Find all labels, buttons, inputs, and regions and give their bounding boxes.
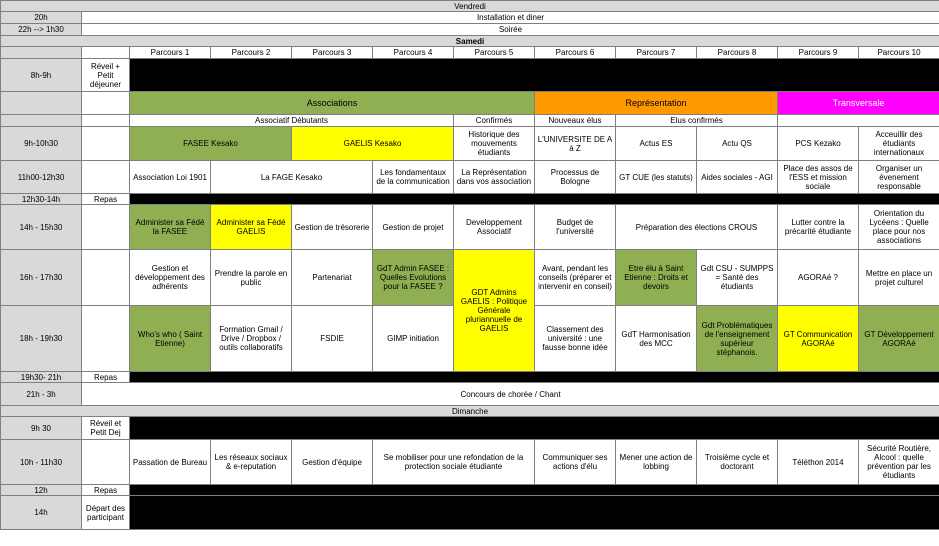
session-cell: Lutter contre la précarité étudiante [778, 205, 859, 250]
empty-cell [82, 161, 130, 194]
session-cell: Historique des mouvements étudiants [454, 127, 535, 161]
empty-cell [778, 115, 939, 127]
session-cell: Who's who ( Saint Etienne) [130, 306, 211, 372]
blocked-slot [130, 194, 939, 205]
session-cell: Actus ES [616, 127, 697, 161]
breakfast-cell: Réveil + Petit déjeuner [82, 59, 130, 92]
session-cell: Classement des université : une fausse bonne idée [535, 306, 616, 372]
day-header-sunday: Dimanche [1, 406, 939, 417]
session-cell: Association Loi 1901 [130, 161, 211, 194]
time-cell: 14h - 15h30 [1, 205, 82, 250]
session-cell: Developpement Associatif [454, 205, 535, 250]
time-cell: 11h00-12h30 [1, 161, 82, 194]
session-cell: La Représentation dans vos association [454, 161, 535, 194]
empty-cell [82, 127, 130, 161]
session-cell: Place des assos de l'ESS et mission sociale [778, 161, 859, 194]
category-transversale: Transversale [778, 92, 939, 115]
empty-cell [82, 115, 130, 127]
session-cell: AGORAé ? [778, 250, 859, 306]
session-cell: GIMP initiation [373, 306, 454, 372]
blocked-slot [130, 417, 939, 440]
session-cell: GT CUE (les statuts) [616, 161, 697, 194]
time-cell: 21h - 3h [1, 383, 82, 406]
session-cell: Gdt CSU - SUMPPS = Santé des étudiants [697, 250, 778, 306]
time-cell: 22h --> 1h30 [1, 24, 82, 36]
session-cell: GdT Admin FASEE : Quelles Evolutions pour la FASEE ? [373, 250, 454, 306]
empty-cell [82, 92, 130, 115]
parcours-header: Parcours 8 [697, 47, 778, 59]
day-header-saturday: Samedi [1, 36, 939, 47]
session-cell: Orientation du Lycéens : Quelle place pour nos associations [859, 205, 939, 250]
session-cell: Communiquer ses actions d'élu [535, 440, 616, 485]
session-cell: Gestion et développement des adhérents [130, 250, 211, 306]
session-cell: GT Développement AGORAé [859, 306, 939, 372]
empty-cell [82, 205, 130, 250]
parcours-header: Parcours 2 [211, 47, 292, 59]
session-cell: Prendre la parole en public [211, 250, 292, 306]
empty-cell [82, 306, 130, 372]
session-cell: Actu QS [697, 127, 778, 161]
subcategory-debutants: Associatif Débutants [130, 115, 454, 127]
session-cell: Préparation des élections CROUS [616, 205, 778, 250]
empty-cell [82, 250, 130, 306]
empty-cell [82, 440, 130, 485]
session-cell: Administer sa Fédé la FASEE [130, 205, 211, 250]
empty-time-cell [1, 92, 82, 115]
time-cell: 16h - 17h30 [1, 250, 82, 306]
session-cell: GAELIS Kesako [292, 127, 454, 161]
time-cell: 8h-9h [1, 59, 82, 92]
parcours-header: Parcours 5 [454, 47, 535, 59]
category-representation: Représentation [535, 92, 778, 115]
parcours-header: Parcours 9 [778, 47, 859, 59]
parcours-header: Parcours 1 [130, 47, 211, 59]
session-cell: Partenariat [292, 250, 373, 306]
time-cell: 9h 30 [1, 417, 82, 440]
session-cell: Mener une action de lobbing [616, 440, 697, 485]
day-header-friday: Vendredi [1, 1, 939, 12]
session-cell: La FAGE Kesako [211, 161, 373, 194]
event-cell: Concours de chorée / Chant [82, 383, 939, 406]
parcours-header: Parcours 7 [616, 47, 697, 59]
parcours-header: Parcours 10 [859, 47, 939, 59]
subcategory-elus-confirmes: Elus confirmés [616, 115, 778, 127]
session-cell: Les fondamentaux de la communication [373, 161, 454, 194]
time-cell: 18h - 19h30 [1, 306, 82, 372]
blocked-slot [130, 496, 939, 530]
session-cell: FASEE Kesako [130, 127, 292, 161]
session-cell: Formation Gmail / Drive / Dropbox / outils collaboratifs [211, 306, 292, 372]
time-cell: 12h30-14h [1, 194, 82, 205]
time-cell: 10h - 11h30 [1, 440, 82, 485]
parcours-header: Parcours 4 [373, 47, 454, 59]
departure-cell: Départ des participant [82, 496, 130, 530]
session-cell: Aides sociales - AGI [697, 161, 778, 194]
session-cell: Téléthon 2014 [778, 440, 859, 485]
session-cell: Organiser un évenement responsable [859, 161, 939, 194]
session-cell: Passation de Bureau [130, 440, 211, 485]
session-cell: Gestion d'équipe [292, 440, 373, 485]
corner-cell [1, 47, 82, 59]
blocked-slot [130, 485, 939, 496]
blocked-slot [130, 372, 939, 383]
session-cell: Mettre en place un projet culturel [859, 250, 939, 306]
session-cell: Sécurité Routière, Alcool : quelle prévention par les étudiants [859, 440, 939, 485]
meal-cell: Repas [82, 372, 130, 383]
time-cell: 14h [1, 496, 82, 530]
session-cell: Gestion de trésorerie [292, 205, 373, 250]
corner-cell [82, 47, 130, 59]
session-cell: Processus de Bologne [535, 161, 616, 194]
session-cell: GDT Admins GAELIS : Politique Générale pluriannuelle de GAELIS [454, 250, 535, 372]
session-cell: FSDIE [292, 306, 373, 372]
time-cell: 19h30- 21h [1, 372, 82, 383]
session-cell: Gdt Problématiques de l'enseignement supérieur stéphanois. [697, 306, 778, 372]
event-cell: Soirée [82, 24, 939, 36]
session-cell: Les réseaux sociaux & e-reputation [211, 440, 292, 485]
session-cell: Se mobiliser pour une refondation de la protection sociale étudiante [373, 440, 535, 485]
session-cell: Avant, pendant les conseils (préparer et intervenir en conseil) [535, 250, 616, 306]
session-cell: Etre élu à Saint Etienne : Droits et devoirs [616, 250, 697, 306]
meal-cell: Repas [82, 194, 130, 205]
breakfast-cell: Réveil et Petit Dej [82, 417, 130, 440]
subcategory-nouveaux-elus: Nouveaux élus [535, 115, 616, 127]
blocked-slot [130, 59, 939, 92]
meal-cell: Repas [82, 485, 130, 496]
session-cell: PCS Kezako [778, 127, 859, 161]
event-cell: Installation et diner [82, 12, 939, 24]
category-associations: Associations [130, 92, 535, 115]
session-cell: Administer sa Fédé GAELIS [211, 205, 292, 250]
session-cell: Acceuillir des étudiants internationaux [859, 127, 939, 161]
time-cell: 12h [1, 485, 82, 496]
parcours-header: Parcours 6 [535, 47, 616, 59]
session-cell: GdT Harmonisation des MCC [616, 306, 697, 372]
session-cell: Gestion de projet [373, 205, 454, 250]
time-cell: 9h-10h30 [1, 127, 82, 161]
session-cell: GT Communication AGORAé [778, 306, 859, 372]
time-cell: 20h [1, 12, 82, 24]
session-cell: L'UNIVERSITE DE A à Z [535, 127, 616, 161]
parcours-header: Parcours 3 [292, 47, 373, 59]
session-cell: Budget de l'université [535, 205, 616, 250]
subcategory-confirmes: Confirmés [454, 115, 535, 127]
session-cell: Troisième cycle et doctorant [697, 440, 778, 485]
empty-time-cell [1, 115, 82, 127]
